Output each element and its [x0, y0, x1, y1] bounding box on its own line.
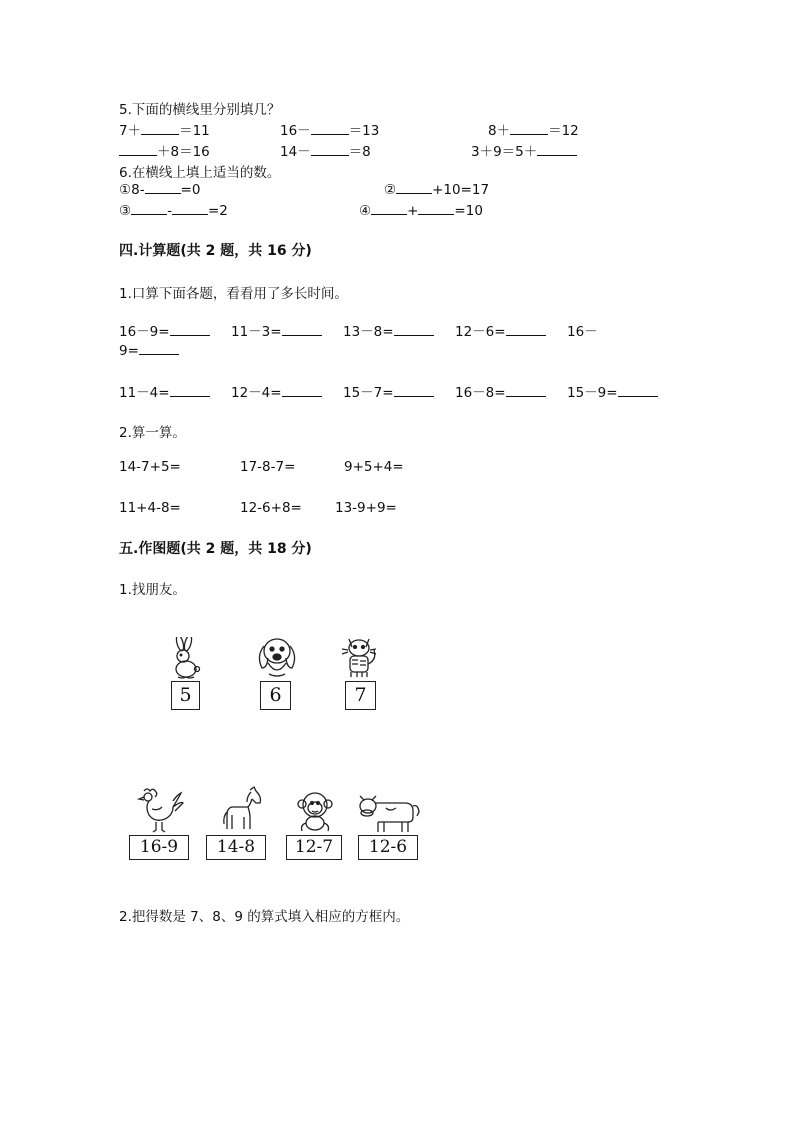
number-box: 6	[260, 681, 291, 710]
q5-item-4: ＋8＝16	[119, 140, 210, 160]
answer-blank[interactable]	[145, 181, 181, 194]
q6-item-2: ② +10=17	[384, 182, 490, 198]
oral-calc-item: 16－8=	[455, 381, 546, 401]
answer-blank[interactable]	[506, 384, 546, 397]
oral-calc-item: 11－4=	[119, 381, 210, 401]
q5-item-1: 7＋ ＝11	[119, 123, 210, 139]
section-4-heading: 四.计算题(共 2 题，共 16 分)	[119, 243, 312, 259]
answer-blank[interactable]	[510, 122, 548, 135]
section-5-heading: 五.作图题(共 2 题，共 18 分)	[119, 541, 312, 557]
cow-icon	[356, 790, 420, 832]
number-box: 5	[171, 681, 200, 710]
rabbit-icon	[166, 637, 204, 681]
oral-calc-item: 16－9=	[119, 320, 210, 340]
answer-blank[interactable]	[282, 384, 322, 397]
calc-item: 17-8-7=	[240, 459, 296, 475]
answer-blank[interactable]	[131, 202, 167, 215]
answer-blank[interactable]	[172, 202, 208, 215]
monkey-icon	[295, 790, 335, 832]
q5-item-2: 16－ ＝13	[280, 123, 380, 139]
dog-icon	[254, 634, 300, 680]
oral-calc-item: 12－6=	[455, 320, 546, 340]
q5-item-6: 3＋9＝5＋	[471, 140, 577, 160]
expression-box: 16-9	[129, 835, 189, 860]
answer-blank[interactable]	[170, 384, 210, 397]
expression-box: 12-7	[286, 835, 342, 860]
oral-calc-item: 15－9=	[567, 381, 658, 401]
answer-blank[interactable]	[506, 323, 546, 336]
oral-calc-item: 16－	[567, 324, 598, 340]
answer-blank[interactable]	[418, 202, 454, 215]
oral-calc-item: 12－4=	[231, 381, 322, 401]
answer-blank[interactable]	[537, 143, 577, 156]
answer-blank[interactable]	[119, 143, 157, 156]
calc-item: 14-7+5=	[119, 459, 181, 475]
oral-calc-item: 13－8=	[343, 320, 434, 340]
q5-item-5: 14－ ＝8	[280, 144, 371, 160]
answer-blank[interactable]	[394, 323, 434, 336]
answer-blank[interactable]	[311, 143, 349, 156]
q6-item-3: ③ - =2	[119, 203, 228, 219]
answer-blank[interactable]	[396, 181, 432, 194]
answer-blank[interactable]	[394, 384, 434, 397]
s5-q2-title: 2.把得数是 7、8、9 的算式填入相应的方框内。	[119, 909, 410, 925]
q6-title: 6.在横线上填上适当的数。	[119, 165, 281, 181]
answer-blank[interactable]	[311, 122, 349, 135]
number-box: 7	[345, 681, 376, 710]
oral-calc-item: 11－3=	[231, 320, 322, 340]
q5-item-3: 8＋ ＝12	[488, 123, 579, 139]
calc-item: 12-6+8=	[240, 500, 302, 516]
expression-box: 12-6	[358, 835, 418, 860]
answer-blank[interactable]	[170, 323, 210, 336]
calc-item: 11+4-8=	[119, 500, 181, 516]
answer-blank[interactable]	[141, 122, 179, 135]
calc-item: 13-9+9=	[335, 500, 397, 516]
q6-item-1: ①8- =0	[119, 182, 201, 198]
oral-calc-item: 15－7=	[343, 381, 434, 401]
oral-calc-item-wrap: 9=	[119, 342, 179, 359]
s4-q1-title: 1.口算下面各题，看看用了多长时间。	[119, 286, 348, 302]
calc-item: 9+5+4=	[344, 459, 404, 475]
answer-blank[interactable]	[618, 384, 658, 397]
q6-item-4: ④ + =10	[359, 203, 483, 219]
horse-icon	[222, 786, 264, 832]
answer-blank[interactable]	[282, 323, 322, 336]
s4-q2-title: 2.算一算。	[119, 425, 186, 441]
rooster-icon	[136, 787, 184, 833]
answer-blank[interactable]	[139, 342, 179, 355]
s5-q1-title: 1.找朋友。	[119, 582, 186, 598]
answer-blank[interactable]	[371, 202, 407, 215]
expression-box: 14-8	[206, 835, 266, 860]
cat-icon	[340, 634, 380, 680]
q5-title: 5.下面的横线里分别填几？	[119, 102, 281, 118]
